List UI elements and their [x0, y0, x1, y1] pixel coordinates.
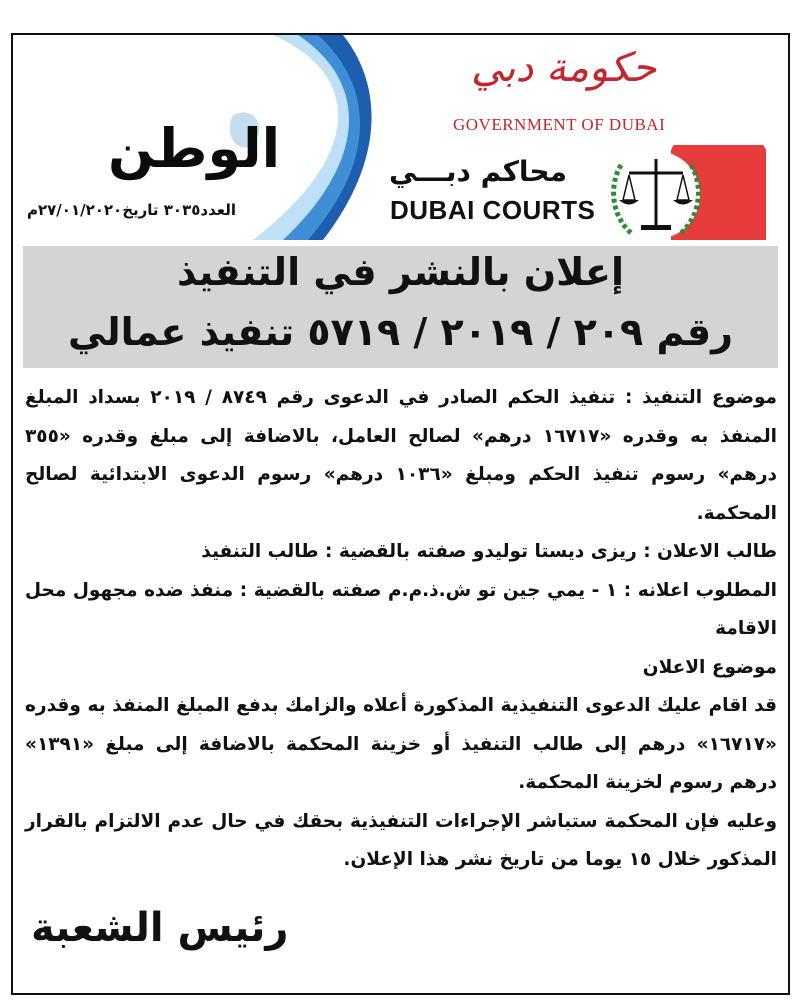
case-number: رقم ٢٠٩ / ٢٠١٩ / ٥٧١٩ تنفيذ عمالي: [67, 310, 734, 354]
paragraph-applicant: طالب الاعلان : ريزى ديستا توليدو صفته بالقضية : طالب التنفيذ: [201, 541, 777, 562]
notice-body: [25, 379, 777, 880]
paragraph-respondent: المطلوب اعلانه : ١ - يمي جين تو ش.ذ.م.م صفته بالقضية : منفذ ضده مجهول محل الاقامة: [25, 579, 777, 639]
scales-of-justice-icon: [601, 145, 766, 240]
paragraph-warning: وعليه فإن المحكمة ستباشر الإجراءات التنفيذية بحقك في حال عدم الالتزام بالقرار المذكور خلال ١٥ يوما من تاريخ نشر هذا الإعلان.: [25, 810, 777, 870]
paragraph-notice-subject: موضوع الاعلان: [642, 656, 777, 678]
paragraph-details: قد اقام عليك الدعوى التنفيذية المذكورة أعلاه والزامك بدفع المبلغ المنفذ به وقدره «١٦٧١٧» درهم إلى طالب التنفيذ أو خزينة المحكمة بالاضافة إلى مبلغ «١٣٩١» درهم رسوم لخزينة المحكمة.: [25, 695, 777, 793]
government-logo-arabic: حكومة دبي: [471, 45, 657, 91]
paragraph-subject: موضوع التنفيذ : تنفيذ الحكم الصادر في الدعوى رقم ٨٧٤٩ / ٢٠١٩ بسداد المبلغ المنفذ به وقدره «١٦٧١٧ درهم» لصالح العامل، بالاضافة إلى مبلغ وقدره «٣٥٥ درهم» رسوم تنفيذ الحكم ومبلغ «١٠٣٦ درهم» رسوم الدعوى الابتدائية لصالح المحكمة.: [25, 387, 778, 524]
issue-line: العدد٣٠٣٥ تاريخ٢٧/٠١/٢٠٢٠م: [27, 201, 237, 219]
notice-header: [13, 35, 788, 240]
signature: رئيس الشعبة: [31, 905, 289, 951]
courts-name-arabic: محاكم دبـــي: [389, 155, 567, 188]
courts-name-english: DUBAI COURTS: [390, 195, 596, 225]
notice-title: إعلان بالنشر في التنفيذ: [176, 250, 625, 294]
government-logo-english: GOVERNMENT OF DUBAI: [453, 115, 666, 134]
notice-frame: [11, 33, 790, 995]
newspaper-name: الوطن: [108, 117, 281, 180]
